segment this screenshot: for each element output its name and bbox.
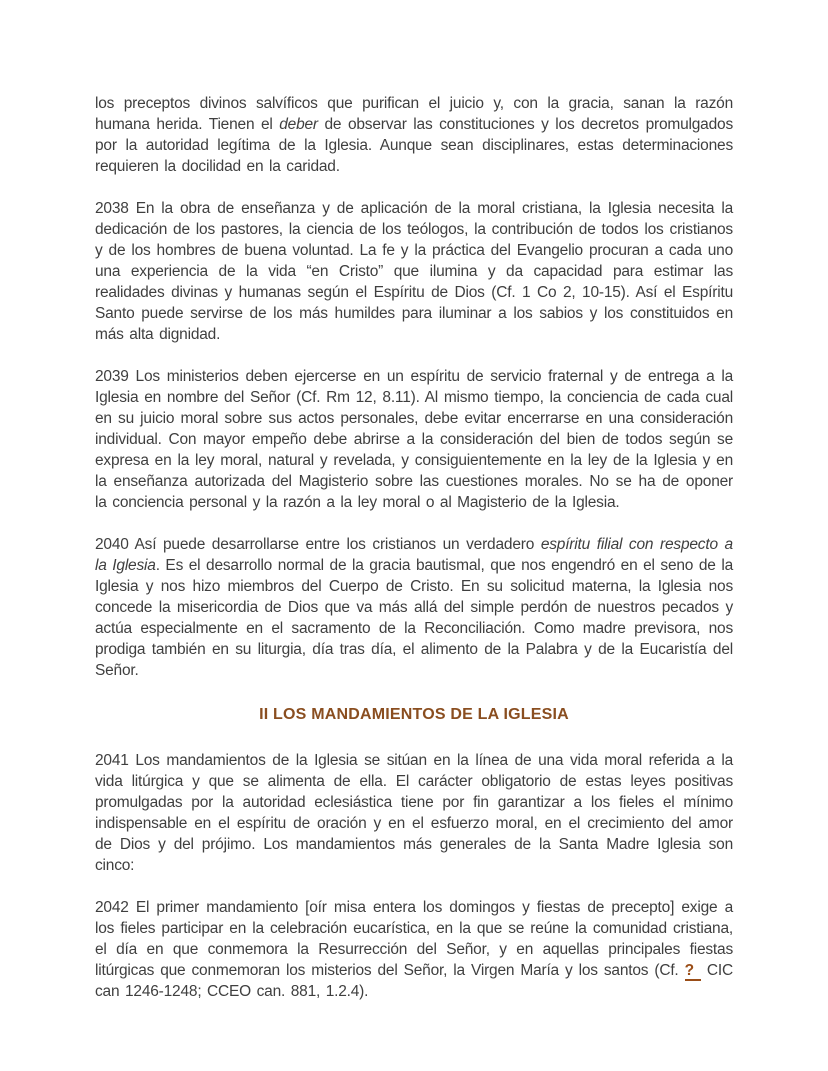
paragraph-text: . Es el desarrollo normal de la gracia bautismal, que nos engendró en el seno de la Iglesia y nos hizo miembros del Cuerpo de Cristo. En su solicitud materna, la Iglesia nos concede la misericordia de Dios que va más allá del simple perdón de nuestros pecados y actúa especialmente en el sacramento de la Reconciliación. Como madre previsora, nos prodiga también en su liturgia, día tras día, el alimento de la Palabra y de la Eucaristía del Señor. — [95, 557, 733, 679]
paragraph-2042 — [95, 897, 733, 1002]
paragraph-text: los preceptos divinos salvíficos que purifican el juicio y, con la gracia, sanan la razón humana herida. Tienen el — [95, 95, 733, 133]
italic-phrase-espiritu-filial: espíritu filial con respecto a la Iglesia — [95, 536, 733, 574]
paragraph-text: de observar las constituciones y los decretos promulgados por la autoridad legítima de la Iglesia. Aunque sean disciplinares, estas determinaciones requieren la docilidad en la caridad. — [95, 116, 733, 175]
paragraph-text: 2042 El primer mandamiento [oír misa entera los domingos y fiestas de precepto] exige a los fieles participar en la celebración eucarística, en la que se reúne la comunidad cristiana, el día en que conmemora la Resurrección del Señor, y en aquellas principales fiestas litúrgicas que conmemoran los misterios del Señor, la Virgen María y los santos (Cf. — [95, 899, 733, 979]
section-heading: II LOS MANDAMIENTOS DE LA IGLESIA — [259, 706, 569, 723]
italic-term-deber: deber — [279, 116, 318, 133]
paragraph-text: CIC can 1246-1248; CCEO can. 881, 1.2.4). — [95, 962, 733, 1000]
paragraph-2041: 2041 Los mandamientos de la Iglesia se sitúan en la línea de una vida moral referida a la vida litúrgica y que se alimenta de ella. El carácter obligatorio de estas leyes positivas promulgadas por la autoridad eclesiástica tiene por fin garantizar a los fieles el mínimo indispensable en el espíritu de oración y en el esfuerzo moral, en el crecimiento del amor de Dios y del prójimo. Los mandamientos más generales de la Santa Madre Iglesia son cinco: — [95, 752, 733, 874]
paragraph-text: 2040 Así puede desarrollarse entre los cristianos un verdadero — [95, 536, 541, 553]
paragraph-2039: 2039 Los ministerios deben ejercerse en un espíritu de servicio fraternal y de entrega a la Iglesia en nombre del Señor (Cf. Rm 12, 8.11). Al mismo tiempo, la conciencia de cada cual en su juicio moral sobre sus actos personales, debe evitar encerrarse en una consideración individual. Con mayor empeño debe abrirse a la consideración del bien de todos según se expresa en la ley moral, natural y revelada, y consiguientemente en la ley de la Iglesia y en la enseñanza autorizada del Magisterio sobre las cuestiones morales. No se ha de oponer la conciencia personal y la razón a la ley moral o al Magisterio de la Iglesia. — [95, 368, 733, 511]
paragraph-2040 — [95, 534, 733, 681]
paragraph-intro — [95, 93, 733, 177]
paragraph-2038: 2038 En la obra de enseñanza y de aplicación de la moral cristiana, la Iglesia necesita la dedicación de los pastores, la ciencia de los teólogos, la contribución de todos los cristianos y de los hombres de buena voluntad. La fe y la práctica del Evangelio procuran a cada uno una experiencia de la vida “en Cristo” que ilumina y da capacidad para estimar las realidades divinas y humanas según el Espíritu de Dios (Cf. 1 Co 2, 10-15). Así el Espíritu Santo puede servirse de los más humildes para iluminar a los sabios y los constituidos en más alta dignidad. — [95, 200, 733, 343]
ref-question-link[interactable]: ? — [685, 962, 701, 981]
